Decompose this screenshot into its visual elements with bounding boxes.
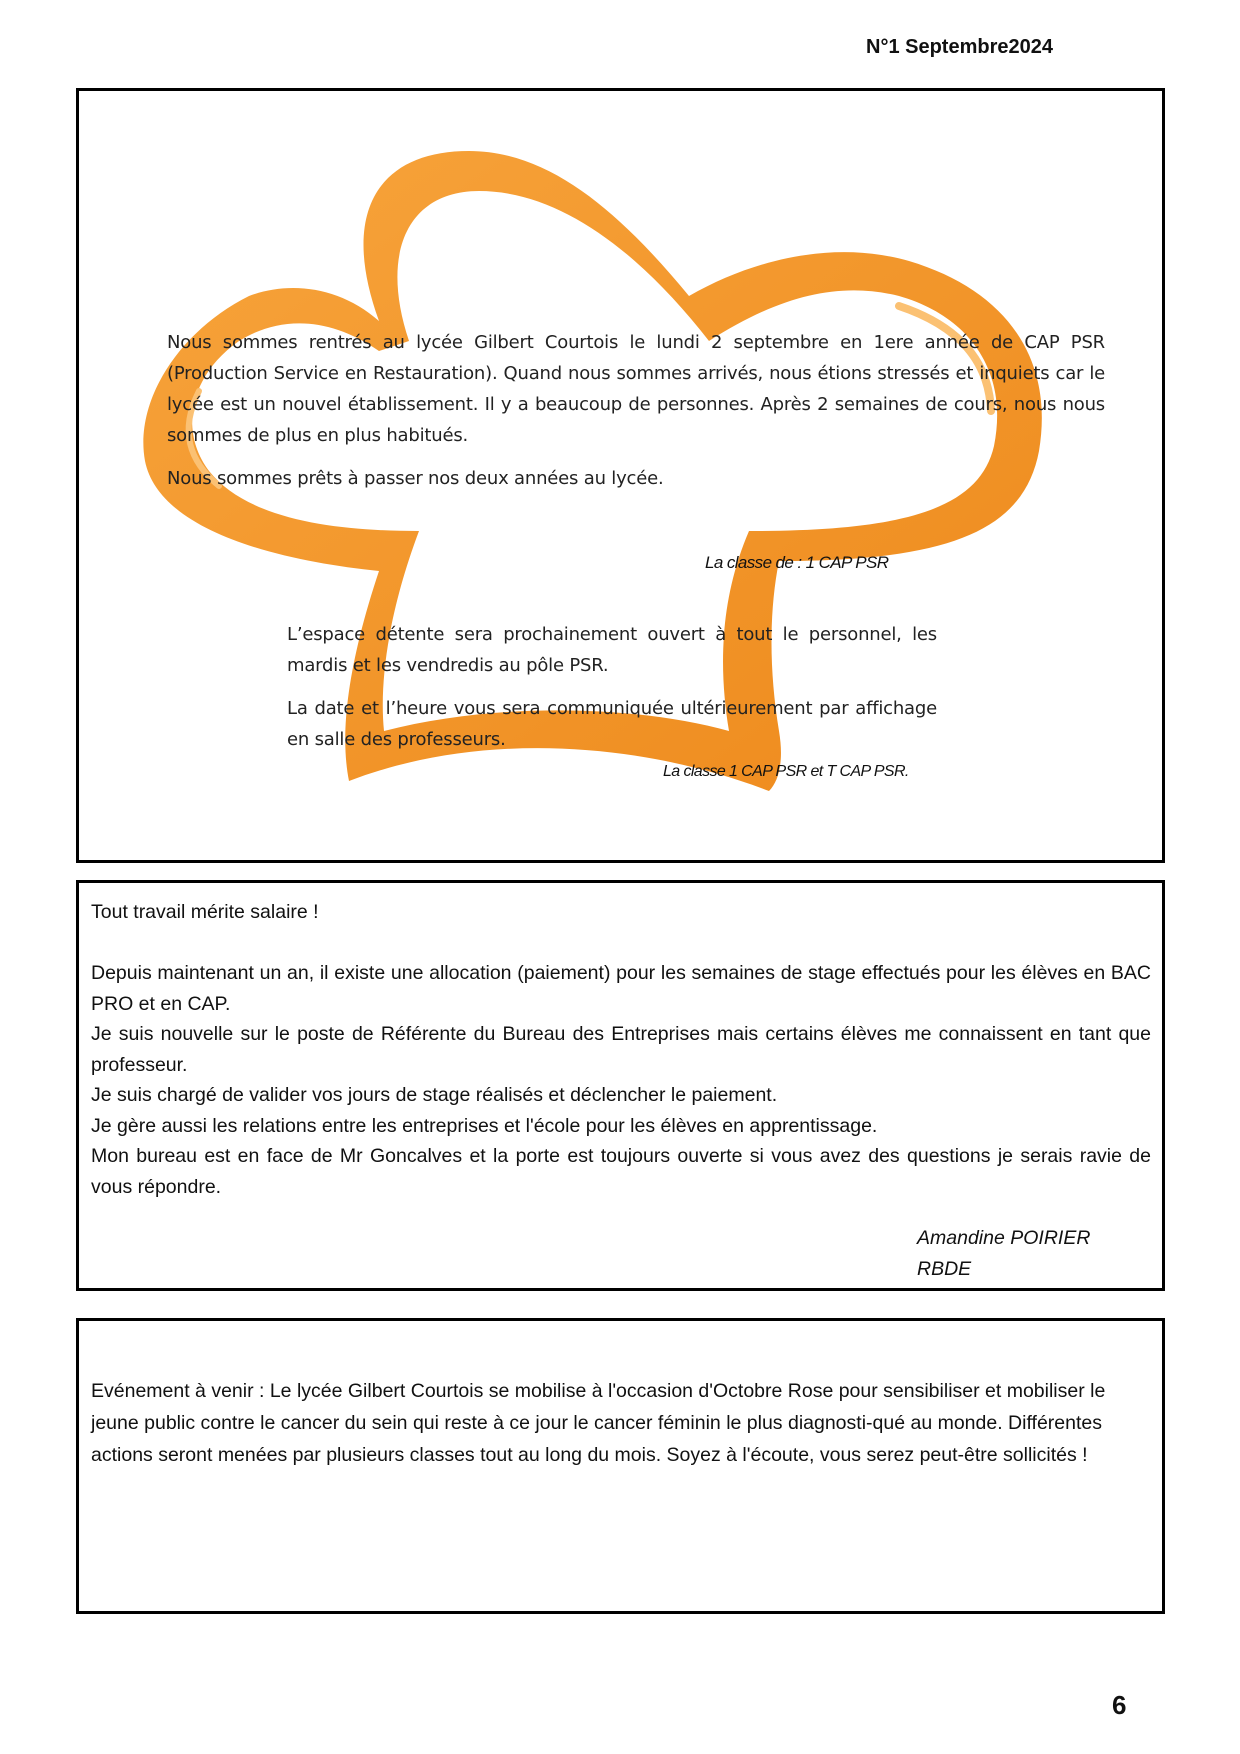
article-box-allocation: [76, 880, 1165, 1291]
spacer: [91, 928, 1151, 959]
notice-text: [287, 619, 937, 767]
signature-name: Amandine POIRIER: [917, 1227, 1091, 1249]
event-text: Evénement à venir : Le lycée Gilbert Courtois se mobilise à l'occasion d'Octobre Rose pour sensibiliser et mobiliser le jeune public contre le cancer du sein qui reste à ce jour le cancer féminin le plus diagnosti-qué au monde. Différentes actions seront menées par plusieurs classes tout au long du mois. Soyez à l'écoute, vous serez peut-être sollicités !: [91, 1380, 1106, 1466]
allocation-line: Mon bureau est en face de Mr Goncalves et la porte est toujours ouverte si vous avez des questions je serais ravie de vous répondre.: [91, 1145, 1151, 1198]
notice-paragraph: La date et l’heure vous sera communiquée ultérieurement par affichage en salle des professeurs.: [287, 698, 937, 750]
allocation-line: Je suis chargé de valider vos jours de stage réalisés et déclencher le paiement.: [91, 1084, 778, 1106]
notice-signature: La classe 1 CAP PSR et T CAP PSR.: [663, 763, 909, 780]
page-number: 6: [1112, 1690, 1127, 1720]
allocation-title: Tout travail mérite salaire !: [91, 901, 319, 923]
signature-role: RBDE: [917, 1258, 972, 1280]
article-box-event: [76, 1318, 1165, 1614]
intro-signature: La classe de : 1 CAP PSR: [705, 553, 889, 572]
allocation-text: [91, 897, 1151, 1202]
allocation-line: Je gère aussi les relations entre les entreprises et l'école pour les élèves en apprentissage.: [91, 1114, 878, 1137]
intro-paragraph: Nous sommes prêts à passer nos deux années au lycée.: [167, 468, 664, 489]
allocation-line: Je suis nouvelle sur le poste de Référente du Bureau des Entreprises mais certains élèves me connaissent en tant que professeur.: [91, 1023, 1151, 1076]
intro-text: [167, 327, 1105, 506]
notice-paragraph: L’espace détente sera prochainement ouvert à tout le personnel, les mardis et les vendredis au pôle PSR.: [287, 624, 937, 676]
article-box-intro: [76, 88, 1165, 863]
issue-label: N°1 Septembre2024: [866, 36, 1053, 58]
allocation-signature: [917, 1223, 1090, 1285]
intro-paragraph: Nous sommes rentrés au lycée Gilbert Courtois le lundi 2 septembre en 1ere année de CAP PSR (Production Service en Restauration). Quand nous sommes arrivés, nous étions stressés et inquiets car le lycée est un nouvel établissement. Il y a beaucoup de personnes. Après 2 semaines de cours, nous nous sommes de plus en plus habitués.: [167, 332, 1105, 446]
allocation-line: Depuis maintenant un an, il existe une allocation (paiement) pour les semaines de stage effectués pour les élèves en BAC PRO et en CAP.: [91, 962, 1151, 1015]
